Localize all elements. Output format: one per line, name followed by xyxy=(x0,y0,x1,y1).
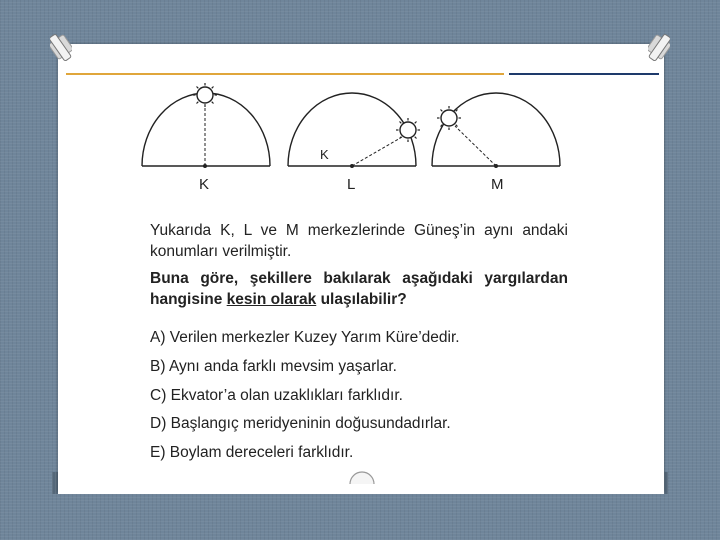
option-b: B) Aynı anda farklı mevsim yaşarlar. xyxy=(150,357,397,375)
option-d: D) Başlangıç meridyeninin doğusundadırlar. xyxy=(150,415,451,433)
question-text xyxy=(150,268,568,310)
question-tail: ulaşılabilir? xyxy=(316,291,407,308)
question-lead: Buna göre, şekillere bakılarak aşağıdaki yargılardan hangisine xyxy=(150,270,568,308)
question-emphasis: kesin olarak xyxy=(226,291,317,308)
pushpin-left-icon xyxy=(50,30,72,64)
intro-text: Yukarıda K, L ve M merkezlerinde Güneş’in aynı andaki konumları verilmiştir. xyxy=(150,222,568,260)
center-label-m: M xyxy=(491,176,504,193)
pushpin-right-icon xyxy=(648,30,670,64)
option-e: E) Boylam dereceleri farklıdır. xyxy=(150,444,354,462)
bottom-circle-icon xyxy=(348,470,376,484)
center-label-k: K xyxy=(199,176,210,193)
header-rule-orange xyxy=(66,73,504,75)
header-rule-navy xyxy=(509,73,659,75)
center-label-l: L xyxy=(347,176,356,193)
option-c: C) Ekvator’a olan uzaklıkları farklıdır. xyxy=(150,386,403,404)
option-a: A) Verilen merkezler Kuzey Yarım Küre’dedir. xyxy=(150,329,460,346)
answer-options xyxy=(150,324,460,468)
point-label-k: K xyxy=(320,147,329,162)
